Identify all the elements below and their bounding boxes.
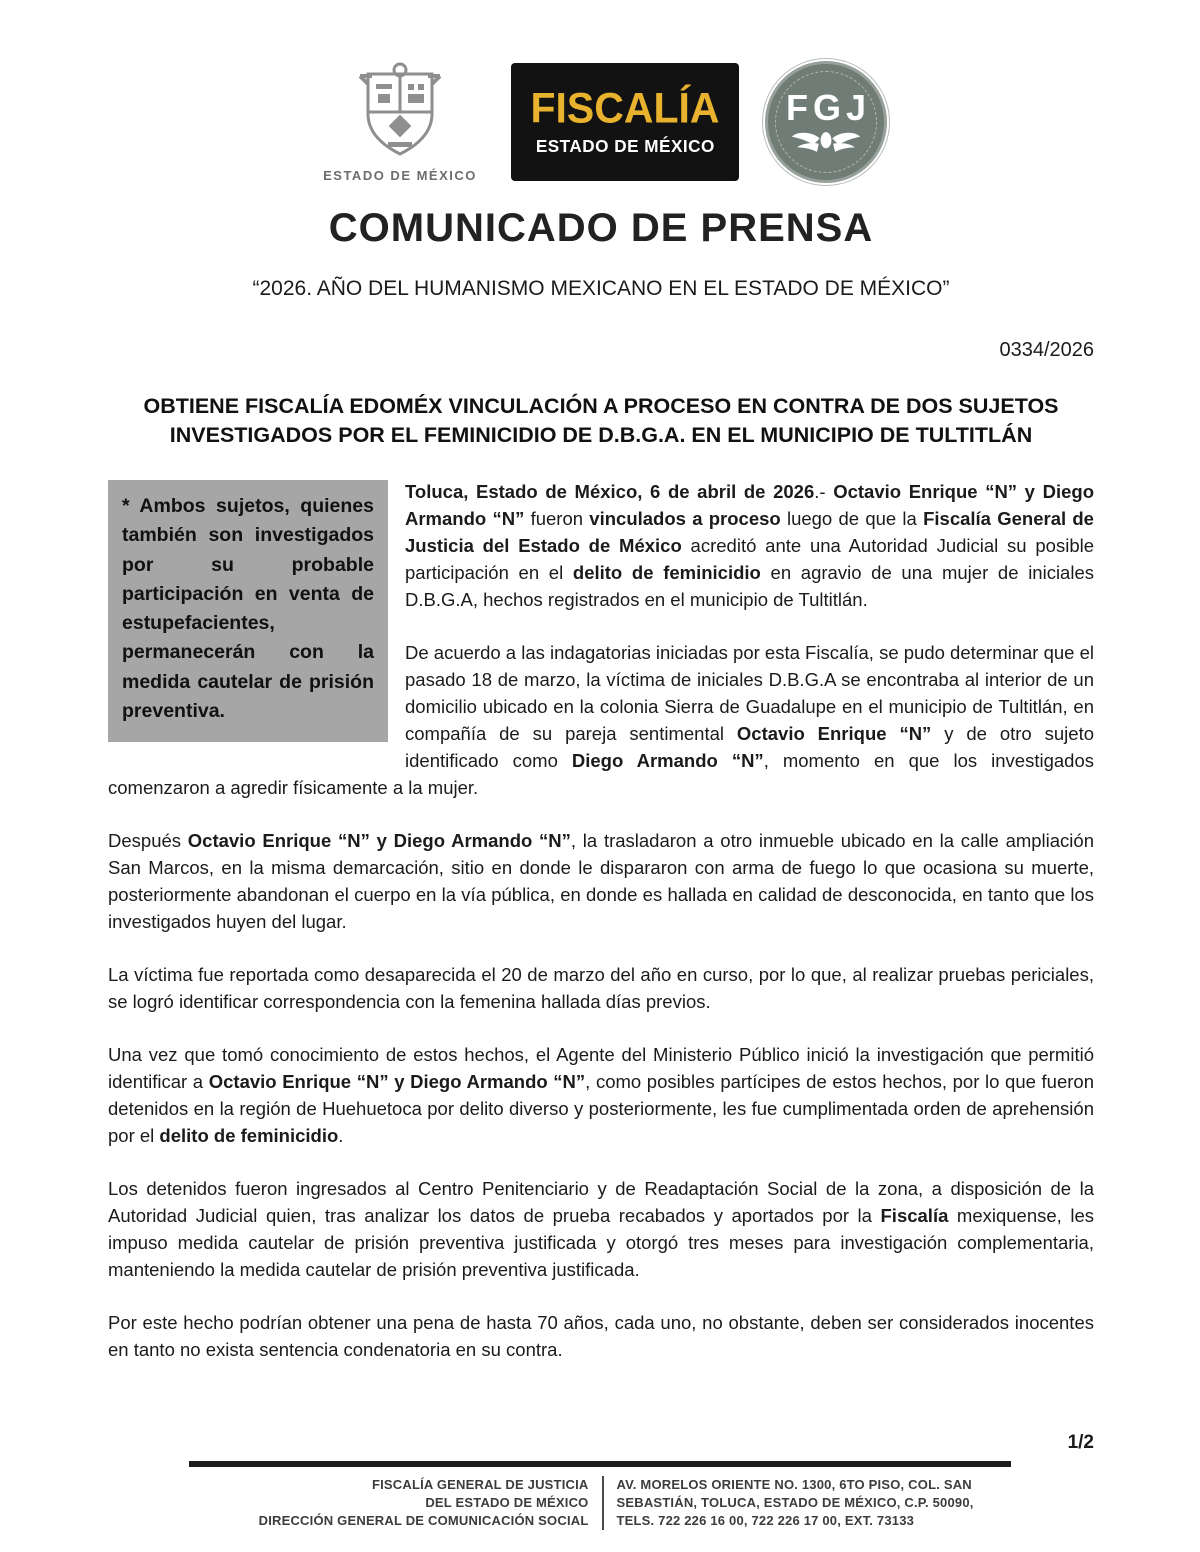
highlight-box: * Ambos sujetos, quienes también son investigados por su probable participación en venta de estupefacientes, permanecerán con la medida cautelar de prisión preventiva. xyxy=(108,480,388,742)
footer-divider xyxy=(189,1461,1011,1467)
paragraph-1: Toluca, Estado de México, 6 de abril de 2026.- Octavio Enrique “N” y Diego Armando “N” fueron vinculados a proceso luego de que la Fiscalía General de Justicia del Estado de México acreditó ante una Autoridad Judicial su posible participación en el delito de feminicidio en agravio de una mujer de iniciales D.B.G.A, hechos registrados en el municipio de Tultitlán. xyxy=(405,481,1095,611)
footer-address-line-1: AV. MORELOS ORIENTE NO. 1300, 6TO PISO, COL. SAN xyxy=(616,1477,972,1493)
estado-de-mexico-logo xyxy=(315,62,485,183)
footer-org-line-2: DEL ESTADO DE MÉXICO xyxy=(425,1495,589,1511)
article-body xyxy=(108,478,1094,1363)
fgj-logo-text: FGJ xyxy=(785,87,871,128)
footer-address-line-3: TELS. 722 226 16 00, 722 226 17 00, EXT. 73133 xyxy=(616,1513,915,1529)
document-number: 0334/2026 xyxy=(999,339,1094,361)
fiscalia-logo-wordmark: FISCALÍA xyxy=(530,83,720,132)
header-logos xyxy=(108,56,1094,188)
footer-org-line-3: DIRECCIÓN GENERAL DE COMUNICACIÓN SOCIAL xyxy=(258,1513,589,1529)
headline: OBTIENE FISCALÍA EDOMÉX VINCULACIÓN A PROCESO EN CONTRA DE DOS SUJETOS INVESTIGADOS POR EL FEMINICIDIO DE D.B.G.A. EN EL MUNICIPIO DE TULTITLÁN xyxy=(143,394,1059,448)
fiscalia-logo xyxy=(511,63,739,181)
paragraph-3: Después Octavio Enrique “N” y Diego Armando “N”, la trasladaron a otro inmueble ubicado en la calle ampliación San Marcos, en la misma demarcación, sitio en donde le dispararon con arma de fuego lo que ocasiona su muerte, posteriormente abandonan el cuerpo en la vía pública, en donde es hallada en calidad de desconocida, en tanto que los investigados huyen del lugar. xyxy=(108,830,1094,933)
page-number: 1/2 xyxy=(1067,1432,1094,1453)
footer-org-line-1: FISCALÍA GENERAL DE JUSTICIA xyxy=(371,1477,589,1493)
paragraph-2: De acuerdo a las indagatorias iniciadas por esta Fiscalía, se pudo determinar que el pasado 18 de marzo, la víctima de iniciales D.B.G.A se encontraba al interior de un domicilio ubicado en la colonia Sierra de Guadalupe en el municipio de Tultitlán, en compañía de su pareja sentimental Octavio Enrique “N” y de otro sujeto identificado como Diego Armando “N”, momento en que los investigados comenzaron a agredir físicamente a la mujer. xyxy=(108,642,1095,799)
footer-address-block xyxy=(617,1476,1017,1530)
fiscalia-logo-subtitle: ESTADO DE MÉXICO xyxy=(535,135,715,156)
coat-of-arms-caption: ESTADO DE MÉXICO xyxy=(323,167,477,183)
coat-of-arms-icon xyxy=(348,62,452,162)
page-title: COMUNICADO DE PRENSA xyxy=(328,206,874,250)
paragraph-5: Una vez que tomó conocimiento de estos hechos, el Agente del Ministerio Público inició la investigación que permitió identificar a Octavio Enrique “N” y Diego Armando “N”, como posibles partícipes de estos hechos, por lo que fueron detenidos en la región de Huehuetoca por delito diverso y posteriormente, les fue cumplimentada orden de aprehensión por el delito de feminicidio. xyxy=(108,1044,1094,1147)
fgj-logo-ring xyxy=(775,71,877,173)
paragraph-6: Los detenidos fueron ingresados al Centro Penitenciario y de Readaptación Social de la zona, a disposición de la Autoridad Judicial quien, tras analizar los datos de prueba recabados y aportados por la Fiscalía mexiquense, les impuso medida cautelar de prisión preventiva justificada y otorgó tres meses para investigación complementaria, manteniendo la medida cautelar de prisión preventiva justificada. xyxy=(108,1178,1094,1281)
year-legend: “2026. AÑO DEL HUMANISMO MEXICANO EN EL ESTADO DE MÉXICO” xyxy=(252,277,950,300)
footer-address-line-2: SEBASTIÁN, TOLUCA, ESTADO DE MÉXICO, C.P. 50090, xyxy=(616,1495,974,1511)
footer-org-block xyxy=(184,1476,589,1530)
footer-vertical-separator xyxy=(602,1476,604,1530)
page-footer xyxy=(0,1461,1200,1530)
fgj-logo xyxy=(765,61,887,183)
footer-columns xyxy=(0,1476,1200,1530)
paragraph-4: La víctima fue reportada como desaparecida el 20 de marzo del año en curso, por lo que, al realizar pruebas periciales, se logró identificar correspondencia con la femenina hallada días previos. xyxy=(108,964,1094,1013)
paragraph-7: Por este hecho podrían obtener una pena de hasta 70 años, cada uno, no obstante, deben ser considerados inocentes en tanto no exista sentencia condenatoria en su contra. xyxy=(108,1312,1094,1361)
